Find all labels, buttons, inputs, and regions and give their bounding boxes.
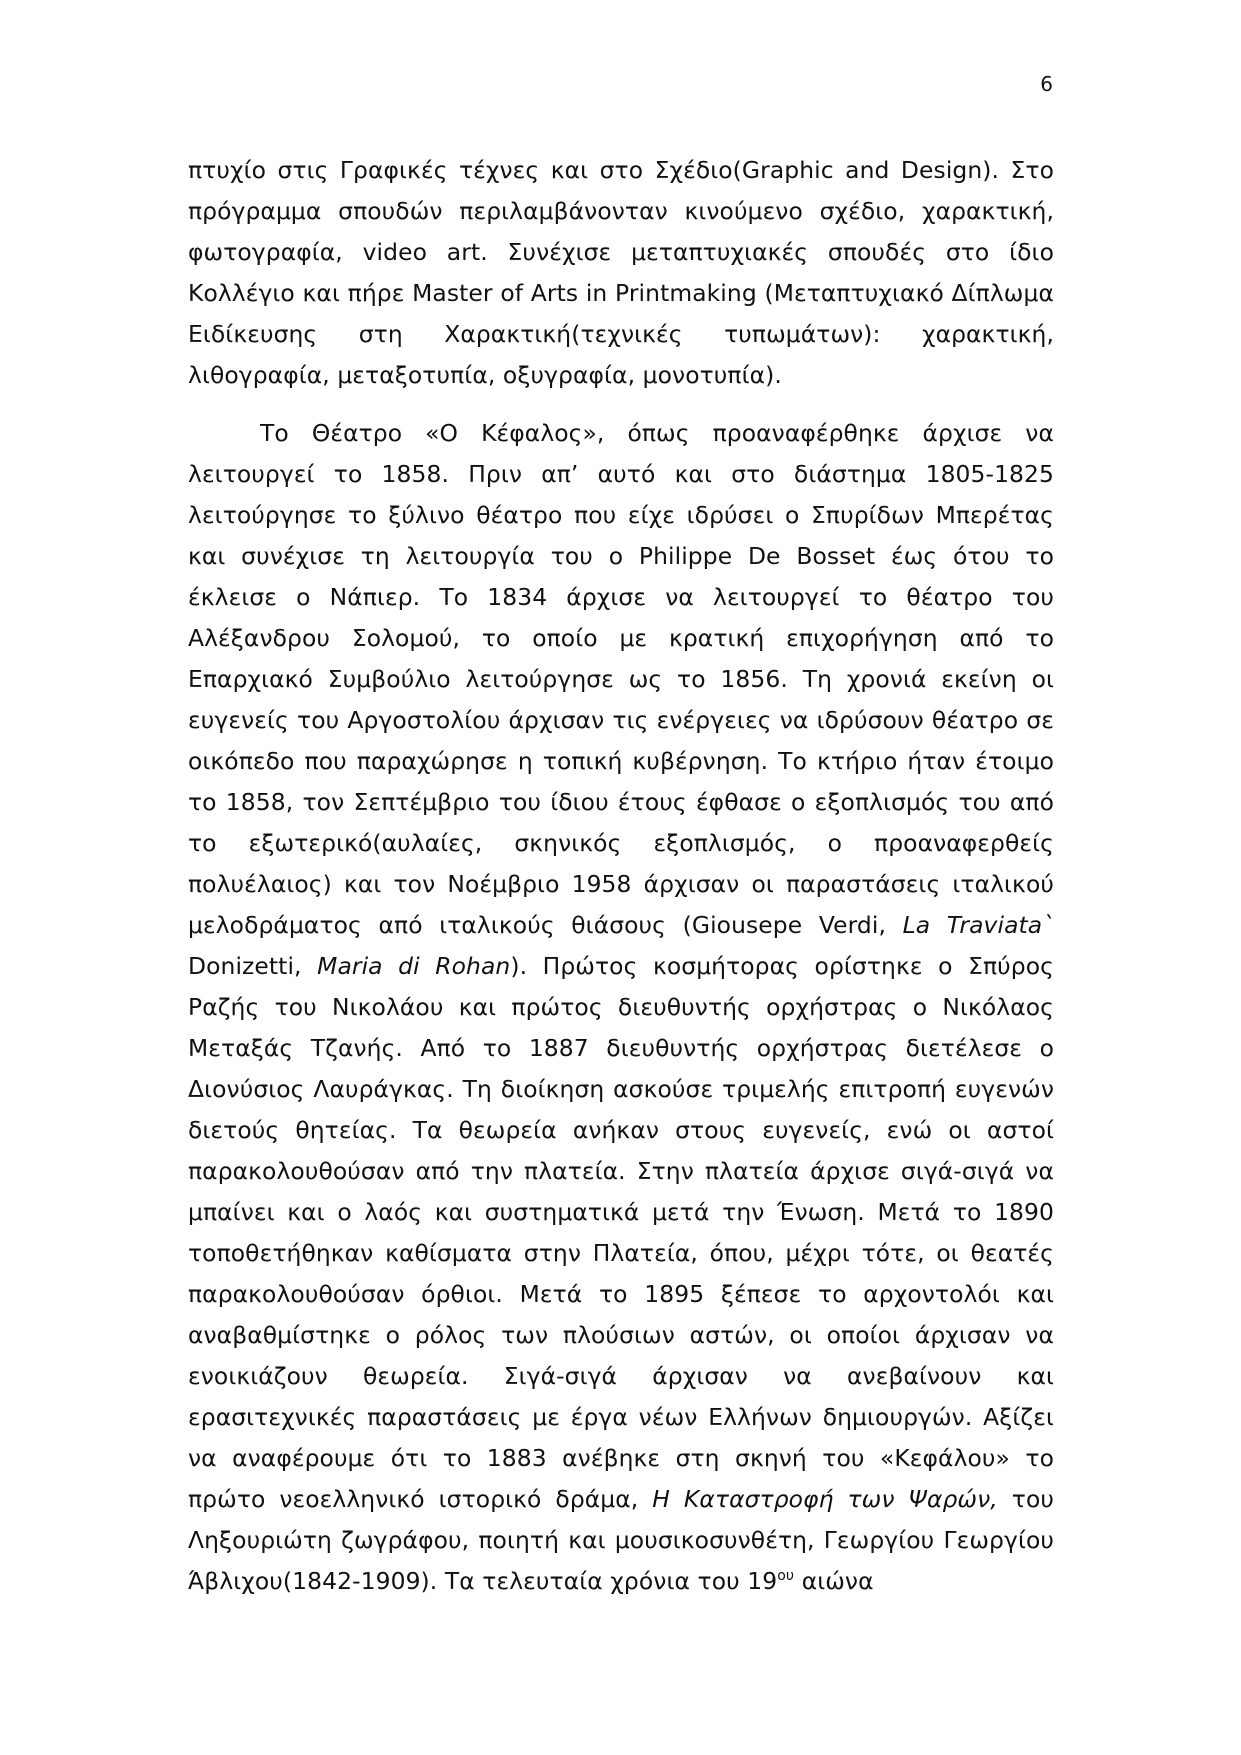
italic-title-la-traviata: La Traviata` [902, 911, 1055, 939]
text-run: Donizetti, [188, 952, 318, 980]
page-number: 6 [1040, 72, 1053, 96]
body-text [188, 150, 1054, 1602]
paragraph-education: πτυχίο στις Γραφικές τέχνες και στο Σχέδιο(Graphic and Design). Στο πρόγραμμα σπουδών περιλαμβάνονταν κινούμενο σχέδιο, χαρακτική, φωτογραφία, video art. Συνέχισε μεταπτυχιακές σπουδές στο ίδιο Κολλέγιο και πήρε Master of Arts in Printmaking (Μεταπτυχιακό Δίπλωμα Ειδίκευσης στη Χαρακτική(τεχνικές τυπωμάτων): χαρακτική, λιθογραφία, μεταξοτυπία, οξυγραφία, μονοτυπία). [188, 156, 1054, 389]
ordinal-superscript: ου [777, 1568, 795, 1585]
text-run: Το Θέατρο «Ο Κέφαλος», όπως προαναφέρθηκε άρχισε να λειτουργεί το 1858. Πριν απ’ αυτό και στο διάστημα 1805-1825 λειτούργησε το ξύλινο θέατρο που είχε ιδρύσει ο Σπυρίδων Μπερέτας και συνέχισε τη λειτουργία του ο Philippe De Bosset έως ότου το έκλεισε ο Νάπιερ. Το 1834 άρχισε να λειτουργεί το θέατρο του Αλέξανδρου Σολομού, το οποίο με κρατική επιχορήγηση από το Επαρχιακό Συμβούλιο λειτούργησε ως το 1856. Τη χρονιά εκείνη οι ευγενείς του Αργοστολίου άρχισαν τις ενέργειες να ιδρύσουν θέατρο σε οικόπεδο που παραχώρησε η τοπική κυβέρνηση. Το κτήριο ήταν έτοιμο το 1858, τον Σεπτέμβριο του ίδιου έτους έφθασε ο εξοπλισμός του από το εξωτερικό(αυλαίες, σκηνικός εξοπλισμός, ο προαναφερθείς πολυέλαιος) και τον Νοέμβριο 1958 άρχισαν οι παραστάσεις ιταλικού μελοδράματος από ιταλικούς θιάσους (Giousepe Verdi, [188, 419, 1054, 939]
text-run: ). Πρώτος κοσμήτορας ορίστηκε ο Σπύρος Ραζής του Νικολάου και πρώτος διευθυντής ορχήστρας ο Νικόλαος Μεταξάς Τζανής. Από το 1887 διευθυντής ορχήστρας διετέλεσε ο Διονύσιος Λαυράγκας. Τη διοίκηση ασκούσε τριμελής επιτροπή ευγενών διετούς θητείας. Τα θεωρεία ανήκαν στους ευγενείς, ενώ οι αστοί παρακολουθούσαν από την πλατεία. Στην πλατεία άρχισε σιγά-σιγά να μπαίνει και ο λαός και συστηματικά μετά την Ένωση. Μετά το 1890 τοποθετήθηκαν καθίσματα στην Πλατεία, όπου, μέχρι τότε, οι θεατές παρακολουθούσαν όρθιοι. Μετά το 1895 ξέπεσε το αρχοντολόι και αναβαθμίστηκε ο ρόλος των πλούσιων αστών, οι οποίοι άρχισαν να ενοικιάζουν θεωρεία. Σιγά-σιγά άρχισαν να ανεβαίνουν και ερασιτεχνικές παραστάσεις με έργα νέων Ελλήνων δημιουργών. Αξίζει να αναφέρουμε ότι το 1883 ανέβηκε στη σκηνή του «Κεφάλου» το πρώτο νεοελληνικό ιστορικό δράμα, [188, 952, 1054, 1513]
text-run: του Ληξουριώτη ζωγράφου, ποιητή και μουσικοσυνθέτη, Γεωργίου Γεωργίου Άβλιχου(1842-1909). Τα τελευταία χρόνια του 19 [188, 1485, 1054, 1595]
italic-title-maria-di-rohan: Maria di Rohan [317, 952, 511, 980]
paragraph-kefalos-theatre [188, 413, 1054, 1602]
italic-title-katastrofi-psaron: Η Καταστροφή των Ψαρών, [652, 1485, 998, 1513]
text-run: αιώνα [794, 1567, 874, 1595]
